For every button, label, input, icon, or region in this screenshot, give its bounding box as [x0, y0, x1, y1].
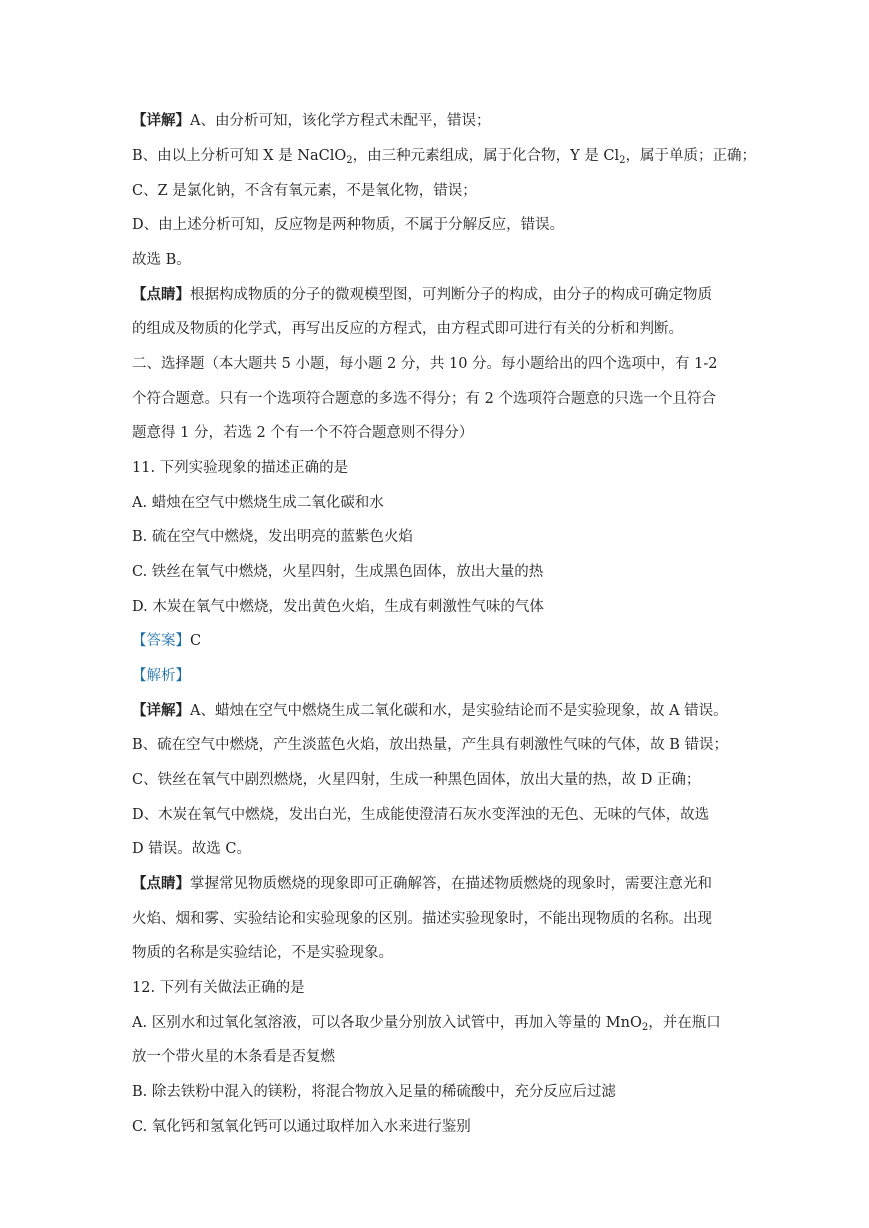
detail-tag: 【详解】 [132, 702, 190, 719]
line-text: D、木炭在氧气中燃烧，发出白光，生成能使澄清石灰水变浑浊的无色、无味的气体，故选 [132, 807, 710, 823]
choice-line [132, 250, 742, 270]
question-12-stem [132, 978, 742, 998]
explanation-c-line [132, 181, 742, 201]
line-text: B. 除去铁粉中混入的镁粉，将混合物放入足量的稀硫酸中，充分反应后过滤 [132, 1084, 616, 1100]
tip-line-4 [132, 909, 742, 929]
detail-c-line [132, 770, 742, 790]
line-text: 二、选择题（本大题共 5 小题，每小题 2 分，共 10 分。每小题给出的四个选项中，有 1-2 [132, 356, 718, 372]
line-text: C、Z 是氯化钠，不含有氧元素，不是氧化物，错误； [132, 183, 477, 199]
line-text: D. 木炭在氧气中燃烧，发出黄色火焰，生成有刺激性气味的气体 [132, 599, 544, 615]
line-text: D 错误。故选 C。 [132, 841, 251, 857]
line-text: 物质的名称是实验结论，不是实验现象。 [132, 945, 393, 961]
detail-tag: 【详解】 [132, 112, 190, 129]
line-text: 题意得 1 分，若选 2 个有一个不符合题意则不得分） [132, 425, 474, 441]
subscript: 2 [641, 1022, 649, 1033]
text-part: ，并在瓶口 [648, 1015, 721, 1031]
text-part: ，由三种元素组成，属于化合物，Y 是 Cl [352, 148, 620, 164]
line-text: 火焰、烟和雾、实验结论和实验现象的区别。描述实验现象时，不能出现物质的名称。出现 [132, 911, 712, 927]
tip-text: 根据构成物质的分子的微观模型图，可判断分子的构成，由分子的构成可确定物质 [190, 287, 712, 303]
tip-line-5 [132, 943, 742, 963]
tip-line-2 [132, 319, 742, 339]
explanation-b-line [132, 146, 757, 171]
detail-line-1 [132, 111, 742, 131]
analysis-line [132, 666, 742, 686]
line-text: 故选 B。 [132, 252, 191, 268]
tip-tag: 【点睛】 [132, 875, 190, 892]
line-text: 12. 下列有关做法正确的是 [132, 980, 305, 996]
question-12-option-c [132, 1117, 742, 1137]
tip-line-3 [132, 874, 742, 894]
text-part: B、由以上分析可知 X 是 NaClO [132, 148, 347, 164]
line-text: C. 铁丝在氧气中燃烧，火星四射，生成黑色固体，放出大量的热 [132, 564, 544, 580]
section-heading-line-3 [132, 423, 742, 443]
question-11-option-c [132, 562, 742, 582]
tip-text: 掌握常见物质燃烧的现象即可正确解答，在描述物质燃烧的现象时，需要注意光和 [190, 876, 712, 892]
text-part: ，属于单质；正确； [625, 148, 757, 164]
question-12-option-b [132, 1082, 742, 1102]
answer-value: C [190, 633, 202, 649]
line-text: 11. 下列实验现象的描述正确的是 [132, 460, 349, 476]
line-text: 的组成及物质的化学式，再写出反应的方程式，由方程式即可进行有关的分析和判断。 [132, 321, 683, 337]
section-heading-line-1 [132, 354, 742, 374]
detail-line-2 [132, 701, 742, 721]
line-text: C. 氧化钙和氢氧化钙可以通过取样加入水来进行鉴别 [132, 1119, 471, 1135]
line-text: 个符合题意。只有一个选项符合题意的多选不得分；有 2 个选项符合题意的只选一个且符合 [132, 391, 716, 407]
line-text: D、由上述分析可知，反应物是两种物质，不属于分解反应，错误。 [132, 217, 565, 233]
answer-line [132, 631, 742, 651]
question-11-stem [132, 458, 742, 478]
text-part: A. 区别水和过氧化氢溶液，可以各取少量分别放入试管中，再加入等量的 MnO [132, 1015, 642, 1031]
subscript: 2 [346, 155, 353, 166]
analysis-tag: 【解析】 [132, 668, 190, 684]
question-12-option-a [132, 1013, 742, 1038]
line-text: B、硫在空气中燃烧，产生淡蓝色火焰，放出热量，产生具有刺激性气味的气体，故 B 错误； [132, 737, 729, 753]
detail-d-line [132, 805, 742, 825]
section-heading-line-2 [132, 389, 742, 409]
line-text: B. 硫在空气中燃烧，发出明亮的蓝紫色火焰 [132, 529, 413, 545]
tip-tag: 【点睛】 [132, 286, 190, 303]
detail-text: A、蜡烛在空气中燃烧生成二氧化碳和水，是实验结论而不是实验现象，故 A 错误。 [190, 703, 728, 719]
answer-tag: 【答案】 [132, 633, 190, 649]
tip-line-1 [132, 285, 742, 305]
question-11-option-d [132, 597, 742, 617]
question-11-option-b [132, 527, 742, 547]
question-12-option-a-cont [132, 1047, 742, 1067]
question-11-option-a [132, 493, 742, 513]
detail-b-line [132, 735, 742, 755]
line-text: A. 蜡烛在空气中燃烧生成二氧化碳和水 [132, 495, 384, 511]
detail-text: A、由分析可知，该化学方程式未配平，错误； [190, 113, 491, 129]
subscript: 2 [619, 155, 626, 166]
explanation-d-line [132, 215, 742, 235]
line-text: C、铁丝在氧气中剧烈燃烧，火星四射，生成一种黑色固体，放出大量的热，故 D 正确； [132, 772, 701, 788]
detail-d-line-cont [132, 839, 742, 859]
line-text: 放一个带火星的木条看是否复燃 [132, 1049, 335, 1065]
